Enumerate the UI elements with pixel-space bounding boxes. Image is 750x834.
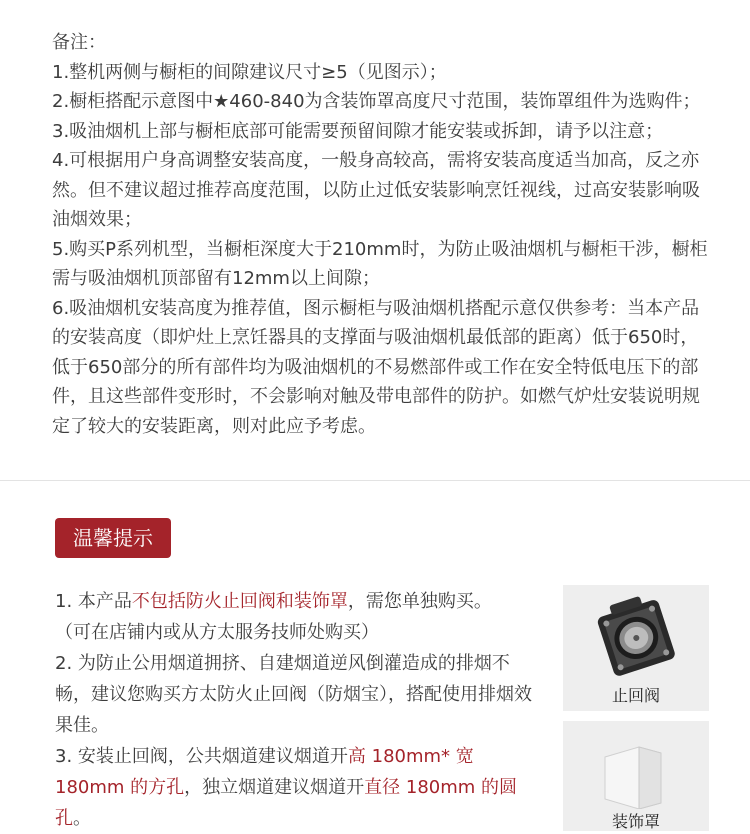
note-item-5: 5.购买P系列机型，当橱柜深度大于210mm时，为防止吸油烟机与橱柜干涉，橱柜需与吸油烟机顶部留有12mm以上间隙； — [52, 238, 708, 289]
tip-item-2: 2. 为防止公用烟道拥挤、自建烟道逆风倒灌造成的排烟不畅，建议您购买方太防火止回阀（防烟宝），搭配使用排烟效果佳。 — [55, 653, 532, 736]
tip3-text-e: 。 — [73, 808, 91, 829]
tips-section — [55, 586, 545, 834]
tip3-text-c: ，独立烟道建议烟道开 — [184, 777, 365, 798]
cover-label: 装饰罩 — [611, 812, 660, 831]
tip1-text-c: ，需您单独购买。 — [347, 591, 492, 612]
tip3-text-a: 3. 安装止回阀，公共烟道建议烟道开 — [55, 746, 348, 767]
tip3-highlight-square: 高 180mm* 宽 180mm 的方孔 — [55, 746, 474, 798]
notes-heading: 备注： — [52, 32, 106, 53]
valve-product-card[interactable] — [563, 585, 709, 711]
valve-label: 止回阀 — [611, 686, 660, 705]
decorative-cover-image — [599, 729, 669, 809]
note-item-3: 3.吸油烟机上部与橱柜底部可能需要预留间隙才能安装或拆卸，请予以注意； — [52, 120, 664, 142]
section-divider — [0, 480, 750, 481]
tip3-highlight-round: 直径 180mm 的圆孔 — [55, 777, 518, 829]
note-item-4: 4.可根据用户身高调整安装高度，一般身高较高，需将安装高度适当加高，反之亦然。但不建议超过推荐高度范围，以防止过低安装影响烹饪视线，过高安装影响吸油烟效果； — [52, 150, 700, 230]
tip1-text-d: （可在店铺内或从方太服务技师处购买） — [55, 622, 379, 643]
check-valve-image — [596, 593, 676, 677]
tip1-highlight: 不包括防火止回阀和装饰罩 — [131, 591, 348, 612]
tips-badge: 温馨提示 — [55, 518, 171, 558]
notes-section — [52, 28, 712, 441]
tip-item-1 — [55, 586, 545, 648]
note-item-6: 6.吸油烟机安装高度为推荐值，图示橱柜与吸油烟机搭配示意仅供参考：当本产品的安装高度（即炉灶上烹饪器具的支撑面与吸油烟机最低部的距离）低于650时，低于650部分的所有部件均为吸油烟机的不易燃部件或工作在安全特低电压下的部件，且这些部件变形时，不会影响对触及带电部件的防护。如燃气炉灶安装说明规定了较大的安装距离，则对此应予考虑。 — [52, 297, 700, 437]
cover-product-card[interactable] — [563, 721, 709, 831]
note-item-1: 1.整机两侧与橱柜的间隙建议尺寸≥5（见图示）； — [52, 61, 447, 83]
tip1-text-a: 1. 本产品 — [55, 591, 132, 612]
note-item-2: 2.橱柜搭配示意图中★460-840为含装饰罩高度尺寸范围，装饰罩组件为选购件； — [52, 91, 701, 112]
tip-item-3 — [55, 741, 545, 834]
